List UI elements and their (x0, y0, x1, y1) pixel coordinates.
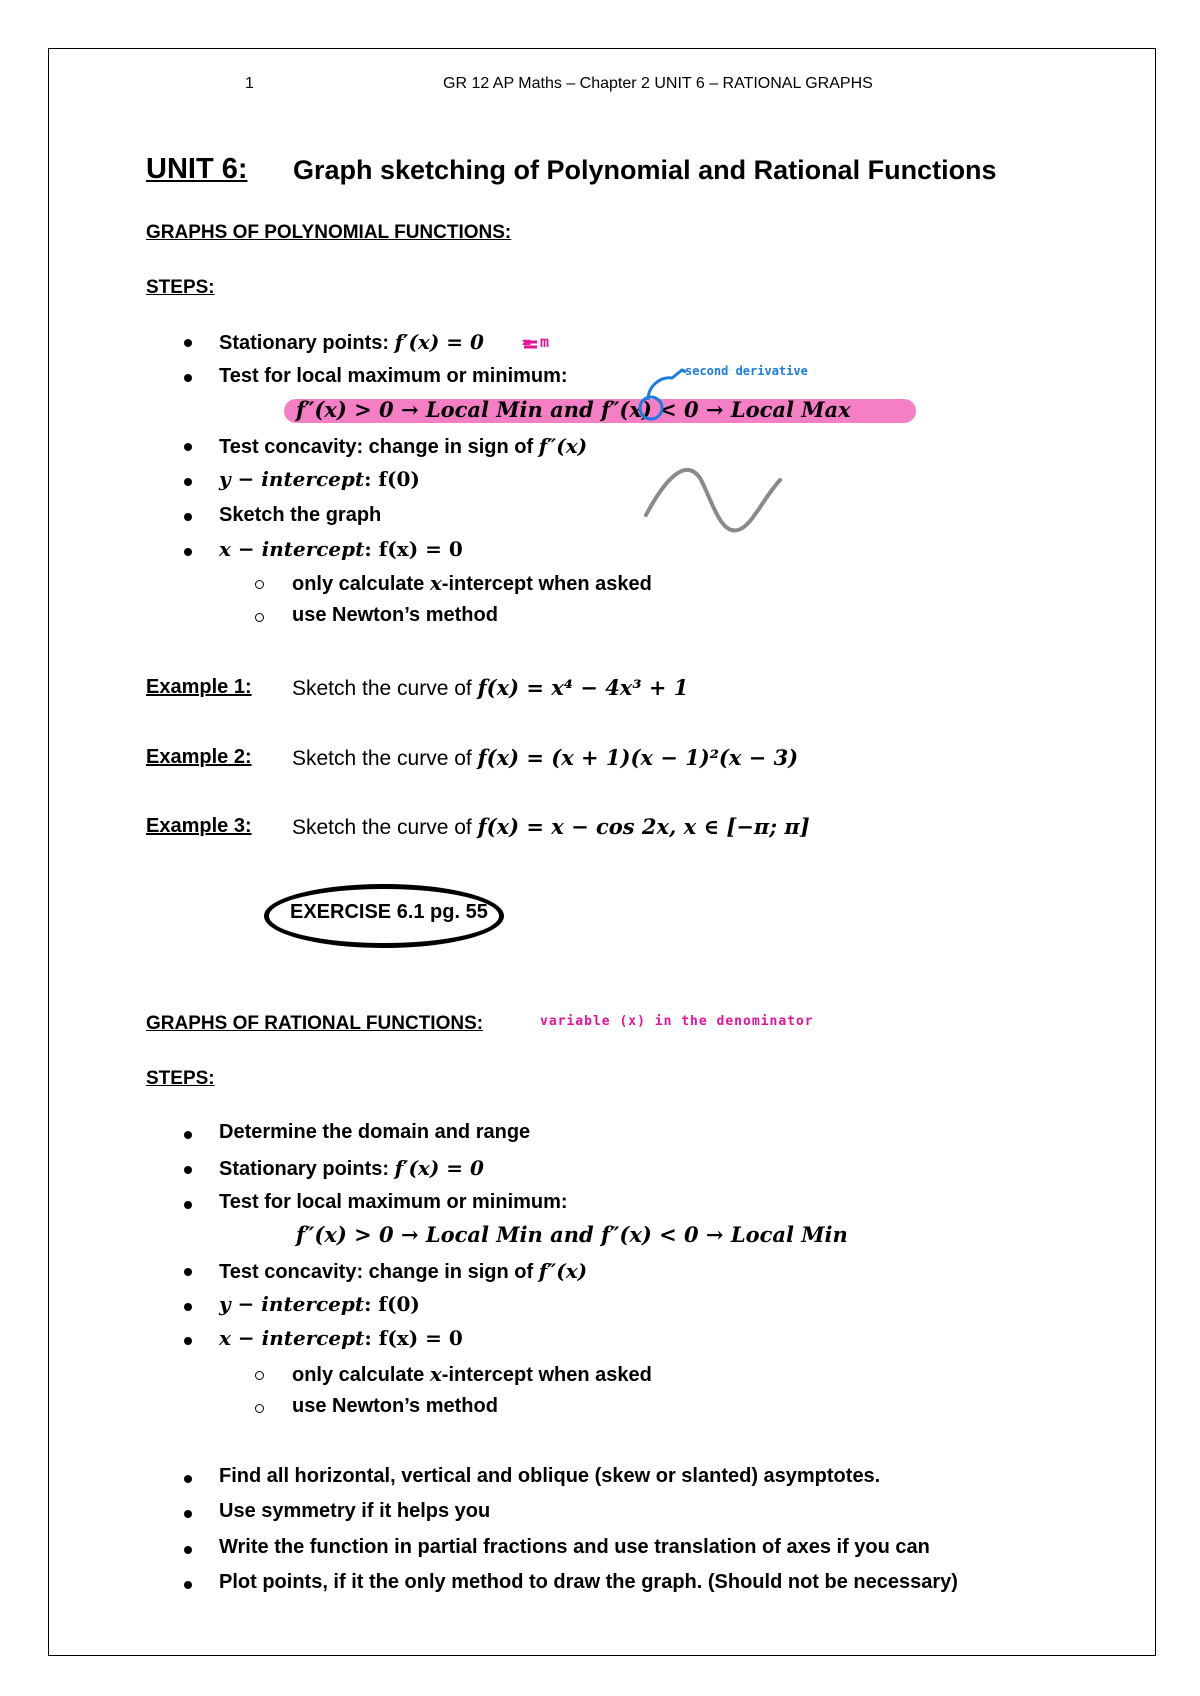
poly-sketch-item: Sketch the graph (219, 504, 382, 526)
rat-asymptotes-item: Find all horizontal, vertical and oblique (skew or slanted) asymptotes. (219, 1465, 881, 1487)
exercise-label: EXERCISE 6.1 pg. 55 (290, 901, 488, 923)
poly-stationary-item: Stationary points: f′(x) = 0 (219, 330, 484, 354)
bullet-icon (184, 1475, 192, 1483)
sub-bullet-icon (255, 1371, 264, 1380)
bullet-icon (184, 1546, 192, 1554)
sine-sketch-curve (646, 470, 780, 531)
page-number: 1 (245, 75, 254, 92)
rat-domain-item: Determine the domain and range (219, 1121, 531, 1143)
rat-y-intercept-item: y − intercept: f(0) (219, 1292, 420, 1316)
blue-annotation: second derivative (685, 364, 808, 378)
pink-equals-mark (524, 342, 537, 347)
unit-title: Graph sketching of Polynomial and Rational Functions (293, 155, 997, 185)
polynomial-heading: GRAPHS OF POLYNOMIAL FUNCTIONS: (146, 222, 512, 243)
rat-stationary-item: Stationary points: f′(x) = 0 (219, 1156, 484, 1180)
sub-bullet-icon (255, 1404, 264, 1413)
bullet-icon (184, 1303, 192, 1311)
bullet-icon (184, 1131, 192, 1139)
rational-steps-label: STEPS: (146, 1068, 215, 1089)
rat-x-intercept-item: x − intercept: f(x) = 0 (219, 1326, 463, 1350)
rat-plot-item: Plot points, if it the only method to draw the graph. (Should not be necessary) (219, 1571, 958, 1593)
rat-local-rule: f″(x) > 0 → Local Min and f″(x) < 0 → Local Min (296, 1222, 848, 1247)
example-3-label: Example 3: (146, 815, 252, 837)
rat-partial-item: Write the function in partial fractions and use translation of axes if you can (219, 1536, 930, 1558)
poly-sub-only-item: only calculate x-intercept when asked (292, 571, 652, 595)
rat-sub-only-item: only calculate x-intercept when asked (292, 1362, 652, 1386)
running-header: GR 12 AP Maths – Chapter 2 UNIT 6 – RATIONAL GRAPHS (443, 75, 873, 92)
bullet-icon (184, 1581, 192, 1589)
bullet-icon (184, 1268, 192, 1276)
rational-heading: GRAPHS OF RATIONAL FUNCTIONS: (146, 1013, 484, 1034)
bullet-icon (184, 1201, 192, 1209)
blue-circle-mark (640, 397, 662, 419)
rat-sub-newton-item: use Newton’s method (292, 1395, 498, 1417)
bullet-icon (184, 1337, 192, 1345)
example-2-text: Sketch the curve of f(x) = (x + 1)(x − 1)²(x − 3) (292, 745, 799, 770)
poly-local-rule: f″(x) > 0 → Local Min and f″(x) < 0 → Local Max (296, 397, 851, 422)
unit-label: UNIT 6: (146, 153, 248, 185)
poly-local-test-item: Test for local maximum or minimum: (219, 365, 568, 387)
pink-annotation-denominator: variable (x) in the denominator (540, 1014, 814, 1029)
bullet-icon (184, 1166, 192, 1174)
poly-y-intercept-item: y − intercept: f(0) (219, 467, 420, 491)
example-2-label: Example 2: (146, 746, 252, 768)
blue-pointer-line (648, 370, 686, 400)
poly-x-intercept-item: x − intercept: f(x) = 0 (219, 537, 463, 561)
example-1-label: Example 1: (146, 676, 252, 698)
example-1-text: Sketch the curve of f(x) = x⁴ − 4x³ + 1 (292, 675, 689, 700)
rat-local-test-item: Test for local maximum or minimum: (219, 1191, 568, 1213)
rat-symmetry-item: Use symmetry if it helps you (219, 1500, 491, 1522)
poly-concavity-item: Test concavity: change in sign of f″(x) (219, 434, 588, 458)
poly-sub-newton-item: use Newton’s method (292, 604, 498, 626)
bullet-icon (184, 1510, 192, 1518)
rat-concavity-item: Test concavity: change in sign of f″(x) (219, 1259, 588, 1283)
pink-annotation-m: = m (522, 333, 550, 351)
example-3-text: Sketch the curve of f(x) = x − cos 2x, x ∈ [−π; π] (292, 814, 810, 839)
polynomial-steps-label: STEPS: (146, 277, 215, 298)
